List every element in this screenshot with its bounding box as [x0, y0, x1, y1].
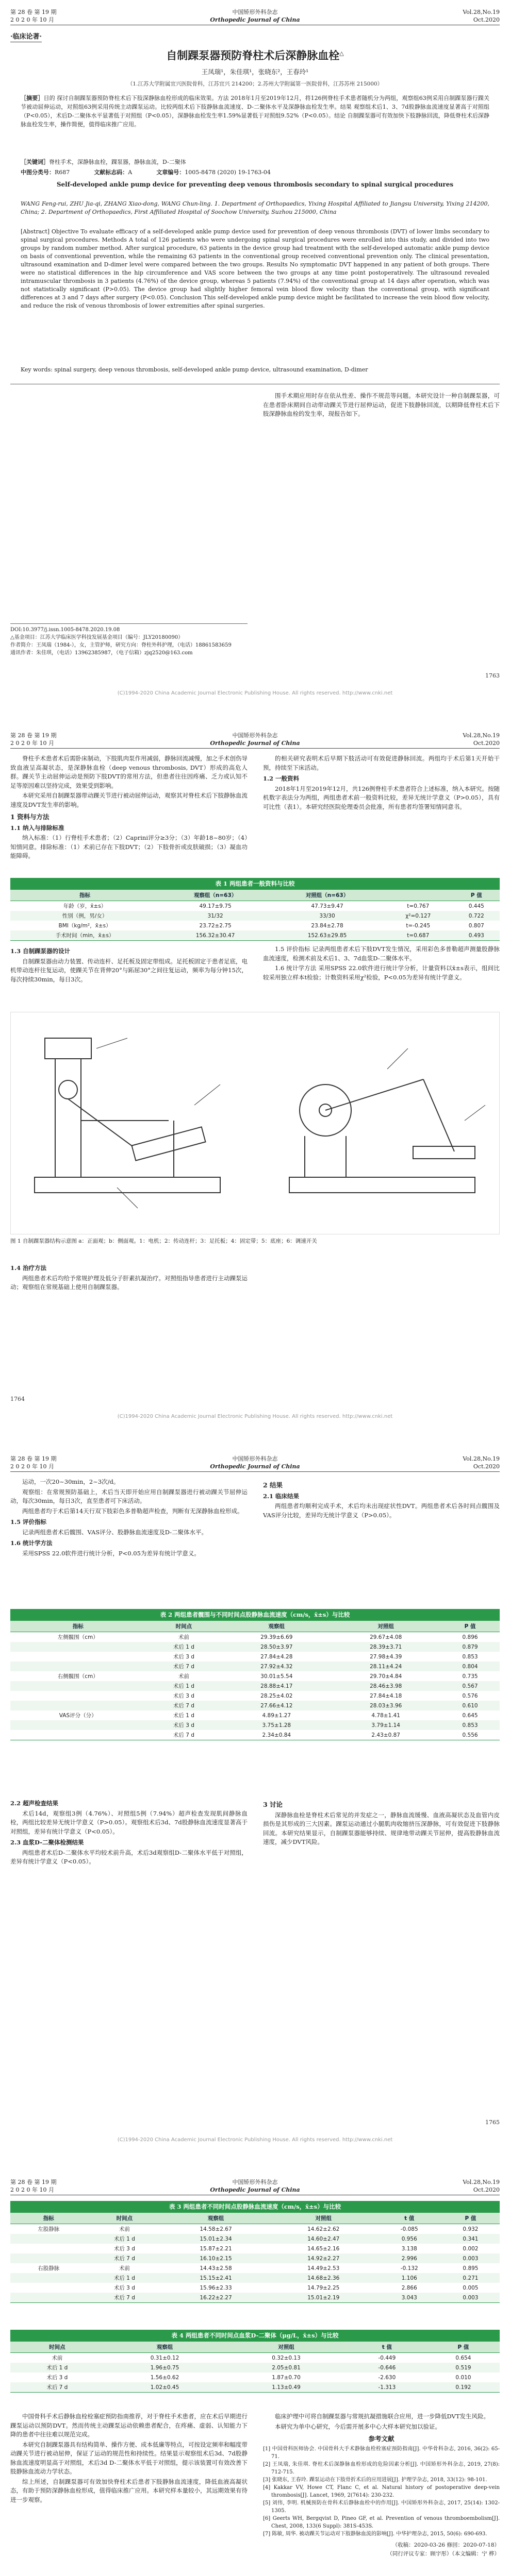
table-cell: 29.67±4.08 — [370, 1634, 402, 1640]
subsection-heading: 2.1 临床结果 — [263, 1492, 300, 1500]
page4-left-column: 中国骨科手术后静脉血栓栓塞症预防指南推荐，对于脊柱手术患者，应在术后早期进行踝泵运动以预防DVT。然而传统主动踝泵运动依赖患者配合，在疼痛、虚弱、认知能力下降的患者中往往难以规范完成。 本研究自制踝泵器具有结构简单、操作方便、成本低廉等特点，可按设定频率和幅度带动踝关节进行被动屈伸，保证了运动的规范性和持续性。结果显示观察组术后3d、7d股静脉血流速度明显高于对照组，术后3d D-二聚体水平低于对照组，提示该装置可有效改善下肢静脉血流动力学状态。 综上所述，自制踝泵器可有效加快脊柱术后患者下肢静脉血流速度，降低血液高凝状态，有助于预防深静脉血栓形成，值得临床推广应用。本研究样本量较小，其远期效果有待进一步观察。 — [10, 2413, 248, 2503]
subsection-heading: 1.5 评价指标 — [10, 1518, 47, 1526]
table-cell: 2.996 — [377, 2253, 441, 2263]
table-cell: 术后 1 d — [10, 2363, 104, 2372]
table-cell — [10, 2234, 87, 2244]
table-cell — [10, 2273, 87, 2283]
table-cell: 14.65±2.16 — [307, 2245, 340, 2252]
table-cell: -0.646 — [347, 2363, 427, 2372]
table-cell: 14.68±2.36 — [270, 2273, 377, 2283]
table-cell: 29.39±6.69 — [260, 1634, 293, 1640]
table-cell: 15.01±2.19 — [270, 2293, 377, 2303]
page2-left-column: 脊柱手术患者术后需卧床制动，下肢肌肉泵作用减弱，静脉回流减慢，加之手术创伤导致血液呈高凝状态，是深静脉血栓（deep venous thrombosis, DVT）形成的高危人群。踝关节主动屈伸运动是预防下肢DVT的常用方法，但患者往往因疼痛、乏力或认知不足等原因难以坚持完成，效果受到影响。 本研究采用自制踝泵器带动踝关节进行被动屈伸运动，观察其对脊柱术后下肢静脉血流速度及DVT发生率的影响。 1 资料与方法 1.1 纳入与排除标准 纳入标准：（1）行脊柱手术患者；（2）Caprini评分≥3分；（3）年龄18~80岁；（4）知情同意。排除标准：（1）术前已存在下肢DVT；（2）下肢骨折或皮肤破损；（3）凝血功能障碍。 — [10, 755, 248, 859]
en-keywords: Key words: spinal surgery, deep venous thrombosis, self-developed ankle pump device, ultrasound examination, D-dimer — [21, 366, 368, 373]
table-row — [10, 2234, 500, 2244]
table-cell: 14.60±2.47 — [270, 2234, 377, 2244]
table-1-title: 表 1 两组患者一般资料与比较 — [10, 878, 500, 889]
section-tag: ·临床论著· — [10, 31, 42, 42]
table-cell: 3.138 — [401, 2245, 417, 2252]
table-cell: 0.192 — [427, 2382, 500, 2393]
table-row — [10, 1642, 500, 1652]
table-4 — [10, 2330, 500, 2393]
table-row — [10, 1691, 500, 1701]
table-cell: 术后 1 d — [145, 1642, 222, 1652]
section-heading: 3 讨论 — [263, 1801, 283, 1808]
page-number: 1765 — [485, 2119, 500, 2126]
table-cell — [10, 2293, 87, 2303]
table-cell: 术后 7 d — [145, 1701, 222, 1710]
table-cell: 28.03±3.96 — [331, 1701, 440, 1710]
table-cell: 16.22±2.27 — [162, 2293, 270, 2303]
table-cell: 术后 3 d — [173, 1693, 194, 1699]
page-4 — [0, 2170, 510, 2576]
table-cell: 0.853 — [440, 1720, 500, 1730]
header-left: 第 28 卷 第 19 期 2 0 2 0 年 10 月 — [10, 9, 57, 23]
table-cell: 2.05±0.81 — [225, 2363, 347, 2372]
footnote: DOI:10.3977/j.issn.1005-8478.2020.19.08 △基金项目：江苏大学临床医学科技发展基金项目（编号：JLY20180090） 作者简介：王凤瑞（1984-），女，主管护师，研究方向：脊柱外科护理，（电话）18861583659 通讯作者：朱佳琪，（电话）13962385987，（电子信箱）zjq2520@163.com — [10, 623, 248, 657]
table-cell: -0.132 — [400, 2265, 418, 2272]
table-cell: 0.896 — [462, 1634, 478, 1640]
running-header: 第 28 卷 第 19 期 2 0 2 0 年 10 月 中国矫形外科杂志 Orthopedic Journal of China Vol.28,No.19 Oct.2020 — [10, 2177, 500, 2195]
table-cell: 右股静脉 — [38, 2265, 60, 2272]
table-row: 手术时间（min，x̄±s） 156.32±30.47 152.63±29.85 t=0.687 0.493 — [10, 930, 500, 941]
table-cell: 3.043 — [377, 2293, 441, 2303]
subsection-heading: 1.6 统计学方法 — [10, 1539, 53, 1547]
table-cell: 0.932 — [463, 2226, 479, 2232]
page-2 — [0, 723, 510, 1434]
page2-right-column: 的相关研究表明术后早期下肢活动可有效促进静脉回流。两组均于术后第1天开始干预，持续至下床活动。 1.2 一般资料 2018年1月至2019年12月，共126例脊柱手术患者符合上述标准，纳入本研究。按随机数字表法分为两组，两组患者术前一般资料比较，差异无统计学意义（P>0.05），具有可比性（表1）。本研究经医院伦理委员会批准，所有患者均签署知情同意书。 — [263, 755, 500, 810]
table-row — [10, 2244, 500, 2253]
page-gap — [0, 2158, 510, 2170]
table-row — [10, 2363, 500, 2372]
table-cell: 0.895 — [463, 2265, 479, 2272]
table-cell: 术后 7 d — [145, 1730, 222, 1740]
table-cell: 0.003 — [441, 2253, 500, 2263]
table-cell: 15.96±2.33 — [200, 2284, 232, 2291]
subsection-heading: 1.2 一般资料 — [263, 775, 300, 782]
classification-line: 中图分类号：R687 文献标志码：A 文章编号：1005-8478 (2020) 19-1763-04 — [21, 169, 271, 176]
table-cell: 0.645 — [462, 1712, 478, 1719]
table-cell: 1.02±0.45 — [104, 2382, 226, 2393]
table-row: 性别（例，男/女） 31/32 33/30 χ²=0.127 0.722 — [10, 911, 500, 921]
table-cell: 术前 — [178, 1634, 189, 1640]
en-abstract: [Abstract] Objective To evaluate efficacy of a self-developed ankle pump device used for prevention of deep venous thrombosis (DVT) of lower limbs secondary to spinal surgical procedures. Methods A total of 126 patients who were undergoing spinal surgical procedures were enrolled into this study, and divided into two groups by random number method. After surgical procedure, 63 patients in the device group had treatment with the self-developed automatic ankle pump device on basis of conventional prevention, while the remaining 63 patients in the conventional group received conventional prevention only. The clinical presentation, ultrasound examination and D-dimer level were compared between the two groups. Results No symptomatic DVT happened in any patient of both groups. There were no statistical differences in the hip circumference and VAS score between the two groups at any time point postoperatively. The ultrasound revealed intramuscular thrombosis in 3 patients (4.76%) of the device group, whereas 5 patients (7.94%) of the conventional group at 14 days after operation, which was not statistically significant (P>0.05). The device group had slightly higher femoral vein blood flow velocity than the conventional group, with significant differences at 3 and 7 days after surgery (P<0.05). Conclusion This self-developed ankle pump device might be facilitated to increase the vein blood flow velocity, and reduce the risk of venous thrombosis of lower extremities after spinal surgeries. — [21, 228, 489, 309]
table-cell: 2.866 — [401, 2284, 417, 2291]
device-schematic-b — [258, 1018, 496, 1224]
table-cell: 29.70±4.84 — [370, 1673, 402, 1680]
running-header — [10, 7, 500, 25]
reference-item: [6] Geerts WH, Bergqvist D, Pineo GF, et al. Prevention of venous thromboembolism[J]. Chest, 2008, 133(6 Suppl): 381S-453S. — [263, 2515, 500, 2529]
table-cell — [10, 1730, 145, 1740]
reference-item: [4] Kakkar VV, Howe CT, Flanc C, et al. Natural history of postoperative deep-vein thrombosis[J]. Lancet, 1969, 2(7614): 230-232. — [263, 2484, 500, 2498]
reference-item: [2] 王凤瑞, 朱佳琪. 脊柱术后深静脉血栓形成的危险因素分析[J]. 中国矫形外科杂志, 2019, 27(8): 712-715. — [263, 2461, 500, 2475]
table-cell: 0.879 — [440, 1642, 500, 1652]
page-gap — [0, 1434, 510, 1447]
table-cell — [10, 1681, 145, 1691]
subsection-heading: 1.3 自制踝泵器的设计 — [10, 947, 71, 955]
en-title: Self-developed ankle pump device for preventing deep venous thrombosis secondary to spinal surgical procedures — [56, 181, 454, 188]
table-cell — [10, 1642, 145, 1652]
table-1-grid: 指标 观察组（n=63） 对照组（n=63） P 值 年龄（岁，x̄±s） 49.17±9.75 47.73±9.47 t=0.767 0.445 性别（例，男/女） 31/32 33/30 χ²=0.127 0.722 BMI（kg/m²，x̄±s） 23.72±2.75 23.84±2.78 t=-0.245 0.807 手术时间（min，x̄±s） 156.32±30.47 152.63±29.85 t=0.687 0.493 — [10, 889, 500, 941]
copyright-line: (C)1994-2020 China Academic Journal Electronic Publishing House. All rights reserved. http://www.cnki.net — [117, 1414, 393, 1419]
table-cell: 0.341 — [441, 2234, 500, 2244]
table-cell: 术后 3 d — [173, 1654, 194, 1660]
table-cell: 0.804 — [440, 1662, 500, 1671]
table-2 — [10, 1609, 500, 1740]
table-row — [10, 2283, 500, 2293]
en-authors: WANG Feng-rui, ZHU Jia-qi, ZHANG Xiao-dong, WANG Chun-ling. 1. Department of Orthopaedics, Yixing Hospital Affiliated to Jiangsu University, Yixing 214200, China; 2. Department of Orthopaedics, First Affiliated Hospital of Soochow University, Suzhou 215000, China — [21, 200, 489, 215]
table-cell: 术后 1 d — [87, 2234, 162, 2244]
table-cell: 术后 7 d — [10, 2382, 104, 2393]
header-center: 中国矫形外科杂志 Orthopedic Journal of China — [210, 9, 300, 23]
table-cell: 4.89±1.27 — [262, 1712, 291, 1719]
table-row: 年龄（岁，x̄±s） 49.17±9.75 47.73±9.47 t=0.767 0.445 — [63, 903, 484, 909]
table-cell: 14.62±2.62 — [307, 2226, 340, 2232]
figure-1 — [10, 1012, 500, 1234]
table-cell: 4.78±1.41 — [371, 1712, 400, 1719]
table-row — [10, 2263, 500, 2273]
table-row: BMI（kg/m²，x̄±s） 23.72±2.75 23.84±2.78 t=-0.245 0.807 — [58, 922, 484, 929]
table-row — [10, 2293, 500, 2303]
table-cell: 27.66±4.12 — [222, 1701, 331, 1710]
header-right: Vol.28,No.19 Oct.2020 — [463, 9, 500, 23]
section-heading: 2 结果 — [263, 1481, 283, 1489]
table-cell: 0.956 — [377, 2234, 441, 2244]
page-number: 1763 — [485, 672, 500, 679]
table-cell: -2.630 — [378, 2374, 396, 2381]
table-cell: 0.853 — [462, 1653, 478, 1660]
references-heading: 参考文献 — [368, 2435, 394, 2443]
table-row — [10, 2224, 500, 2234]
table-3-grid: 指标 时间点 观察组 对照组 t 值 P 值 左股静脉 术前 14.58±2.67 14.62±2.62 -0.085 0.932 术后 1 d 15.01±2.34 14.60±2.47 0.956 0.341 术后 3 d 15.87±2.21 14.65±2.16 3.138 0.002 术后 7 d 16.10±2.15 14.92±2.27 2.996 0.003 右股静脉 术前 14.43±2.58 14.49±2.53 -0.132 0.895 术后 1 d 15.15±2.41 14.68±2.36 1.106 0.271 术后 3 d 15.96±2.33 14.79±2.25 2.866 0.005 术后 7 d 16.22±2.27 15.01±2.19 3.043 0.003 — [10, 2212, 500, 2303]
table-row — [10, 1730, 500, 1740]
page2-bottom-left: 1.4 治疗方法 两组患者术后均给予常规护理及低分子肝素抗凝治疗。对照组指导患者进行主动踝泵运动；观察组在常规基础上使用自制踝泵器。 — [10, 1264, 248, 1291]
table-cell: 0.735 — [462, 1673, 478, 1680]
copyright-line: (C)1994-2020 China Academic Journal Electronic Publishing House. All rights reserved. http://www.cnki.net — [117, 690, 393, 696]
table-cell: 2.34±0.84 — [222, 1730, 331, 1740]
subsection-heading: 2.2 超声检查结果 — [10, 1800, 59, 1807]
running-header: 第 28 卷 第 19 期 2 0 2 0 年 10 月 中国矫形外科杂志 Orthopedic Journal of China Vol.28,No.19 Oct.2020 — [10, 1454, 500, 1472]
table-cell: 3.75±1.28 — [222, 1720, 331, 1730]
table-cell: 15.87±2.21 — [200, 2245, 232, 2252]
table-cell — [10, 1701, 145, 1710]
table-2-title: 表 2 两组患者髋围与不同时间点股静脉血流速度（cm/s，x̄±s）与比较 — [10, 1609, 500, 1620]
running-header: 第 28 卷 第 19 期 2 0 2 0 年 10 月 中国矫形外科杂志 Orthopedic Journal of China Vol.28,No.19 Oct.2020 — [10, 731, 500, 749]
device-schematic-a — [14, 1018, 251, 1224]
page2-mid-left: 1.3 自制踝泵器的设计 自制踝泵器由动力装置、传动连杆、足托板及固定带组成。足托板固定于患者足底，电机带动连杆往复运动，使踝关节在背伸20°与跖屈30°之间往复运动，频率为每分钟15次，每次持续30min，每日3次。 — [10, 947, 248, 983]
table-cell: 术后 7 d — [145, 1662, 222, 1671]
table-row — [10, 1720, 500, 1730]
table-cell: 14.58±2.67 — [200, 2226, 232, 2232]
table-cell: 1.106 — [377, 2273, 441, 2283]
table-cell — [10, 1652, 145, 1662]
table-cell: 27.98±4.39 — [370, 1653, 402, 1660]
table-cell: 1.87±0.70 — [272, 2374, 301, 2381]
reference-item: [7] 陈敏, 周华. 被动踝关节运动对下肢静脉血流的影响[J]. 中华护理杂志, 2015, 50(6): 690-693. — [263, 2531, 487, 2537]
table-row — [10, 1681, 500, 1691]
table-cell: 术后 3 d — [46, 2375, 68, 2381]
table-cell — [10, 1662, 145, 1671]
table-cell: 14.79±2.25 — [307, 2284, 340, 2291]
table-3 — [10, 2201, 500, 2303]
page1-right-column: 围手术期应用时存在依从性差、操作不规范等问题。本研究设计一种自制踝泵器，可在患者卧床期间自动带动踝关节进行屈伸运动，促进下肢静脉回流，以期降低脊柱术后下肢深静脉血栓的发生率，现报告如下。 — [263, 392, 500, 417]
page-1 — [0, 0, 510, 711]
table-cell: 2.43±0.87 — [331, 1730, 440, 1740]
table-row — [10, 2353, 500, 2363]
table-cell: 右侧髋围（cm） — [57, 1673, 98, 1680]
subsection-heading: 1.4 治疗方法 — [10, 1264, 47, 1272]
page3-right-top: 2 结果 2.1 临床结果 两组患者均顺利完成手术，术后均未出现症状性DVT。两组患者术后各时间点髋围及VAS评分比较，差异均无统计学意义（P>0.05）。 — [263, 1481, 500, 1519]
table-cell — [10, 2253, 87, 2263]
table-row — [10, 2273, 500, 2283]
table-row — [10, 1710, 500, 1720]
keywords-cn: ［关键词］脊柱手术，深静脉血栓，踝泵器，静脉血流，D-二聚体 — [21, 159, 186, 165]
table-cell: 术后 1 d — [145, 1681, 222, 1691]
table-cell: 0.519 — [427, 2363, 500, 2372]
table-cell: 术前 — [52, 2355, 63, 2361]
table-cell: 28.25±4.02 — [260, 1692, 293, 1699]
table-cell: 27.92±4.32 — [222, 1662, 331, 1671]
table-row — [10, 1632, 500, 1642]
table-cell: 术前 — [178, 1673, 189, 1680]
table-cell: 0.003 — [441, 2293, 500, 2303]
page-number: 1764 — [10, 1396, 25, 1402]
table-cell: 术后 7 d — [87, 2253, 162, 2263]
table-row — [10, 1652, 500, 1662]
table-cell: 28.88±4.17 — [222, 1681, 331, 1691]
table-cell: 0.654 — [455, 2354, 471, 2361]
table-row — [10, 2372, 500, 2382]
table-4-title: 表 4 两组患者不同时间点血浆D-二聚体（μg/L，x̄±s）与比较 — [10, 2330, 500, 2341]
table-cell: 术后 7 d — [87, 2293, 162, 2303]
table-cell: 15.01±2.34 — [162, 2234, 270, 2244]
reference-item: [3] 张晓东, 王春玲. 踝泵运动在下肢骨折术后的应用进展[J]. 护理学杂志, 2018, 33(12): 98-101. — [263, 2477, 487, 2483]
page-gap — [0, 711, 510, 723]
table-cell: 左股静脉 — [38, 2226, 60, 2232]
table-cell: 28.50±3.97 — [222, 1642, 331, 1652]
table-cell — [10, 2244, 87, 2253]
table-cell: 0.576 — [462, 1692, 478, 1699]
table-cell — [10, 1691, 145, 1701]
table-cell: 15.15±2.41 — [162, 2273, 270, 2283]
page-3 — [0, 1447, 510, 2158]
affiliation: （1.江苏大学附属宜兴医院骨科，江苏宜兴 214200；2.苏州大学附属第一医院骨科，江苏苏州 215000） — [127, 81, 383, 87]
table-cell: 术前 — [119, 2226, 130, 2232]
table-cell: 27.84±4.18 — [370, 1692, 402, 1699]
table-cell: -0.449 — [378, 2354, 396, 2361]
table-cell: 术后 3 d — [145, 1720, 222, 1730]
abstract-cn: ［摘要］目的 探讨自制踝泵器预防脊柱术后下肢深静脉血栓形成的临床效果。方法 2018年1月至2019年12月，将126例脊柱手术患者随机分为两组，观察组63例采用自制踝泵器行踝关节被动屈伸运动，对照组63例采用传统主动踝泵运动。比较两组术后下肢静脉血流速度、D-二聚体水平及深静脉血栓发生率。结果 观察组术后1、3、7d股静脉血流速度显著高于对照组（P<0.05），术后D-二聚体水平显著低于对照组（P<0.05），深静脉血栓发生率1.59%显著低于对照组9.52%（P<0.05）。结论 自制踝泵器可有效加快下肢静脉回流，降低脊柱术后深静脉血栓发生率，操作简便，值得临床推广应用。 — [21, 95, 490, 128]
received-line: （收稿：2020-03-26 修回：2020-07-18） — [392, 2541, 500, 2548]
page3-left-top: 运动，一次20~30min，2~3次/d。 观察组：在常规预防基础上，术后当天即开始应用自制踝泵器进行被动踝关节屈伸运动，每次30min，每日3次，直至患者可下床活动。 两组患者均于术后第14天行双下肢彩色多普勒超声检查，判断有无深静脉血栓形成。 1.5 评价指标 记录两组患者术后髋围、VAS评分、股静脉血流速度及D-二聚体水平。 1.6 统计学方法 采用SPSS 22.0软件进行统计分析，P<0.05为差异有统计学意义。 — [10, 1478, 248, 1557]
table-cell: 14.92±2.27 — [270, 2253, 377, 2263]
table-cell: 术后 1 d — [87, 2273, 162, 2283]
table-cell: 14.43±2.58 — [200, 2265, 232, 2272]
table-cell: 0.556 — [440, 1730, 500, 1740]
page4-right-column: 临床护理中可将自制踝泵器与常规抗凝措施联合应用，进一步降低DVT发生风险。 本研究为单中心研究，今后需开展多中心大样本研究加以验证。 参考文献 [1] 中国骨科医师协会. 中国骨科大手术静脉血栓栓塞症预防指南[J]. 中华骨科杂志, 2016, 36(2): 65-71. [2] 王凤瑞, 朱佳琪. 脊柱术后深静脉血栓形成的危险因素分析[J]. 中国矫形外科杂志, 2019, 27(8): 712-715. [3] 张晓东, 王春玲. 踝泵运动在下肢骨折术后的应用进展[J]. 护理学杂志, 2018, 33(12): 98-101. [4] Kakkar VV, Howe CT, Flanc C, et al. Natural history of postoperative deep-vein thrombosis[J]. Lancet, 1969, 2(7614): 230-232. [5] 刘伟, 李明. 机械预防在骨科术后静脉血栓中的作用[J]. 中国矫形外科杂志, 2017, 25(14): 1302-1305. [6] Geerts WH, Bergqvist D, Pineo GF, et al. Prevention of venous thromboembolism[J]. Chest, 2008, 133(6 Suppl): 381S-453S. [7] 陈敏, 周华. 被动踝关节运动对下肢静脉血流的影响[J]. 中华护理杂志, 2015, 50(6): 690-693. （收稿：2020-03-26 修回：2020-07-18） （同行评议专家：顾宇彤）（本文编辑：宁 桦） — [263, 2412, 500, 2559]
table-cell: 16.10±2.15 — [162, 2253, 270, 2263]
table-cell: 0.31±0.12 — [150, 2354, 179, 2361]
reference-list — [263, 2445, 500, 2538]
page3-right-bottom: 3 讨论 深静脉血栓是脊柱术后常见的并发症之一，静脉血流缓慢、血液高凝状态及血管内皮损伤是其形成的三大因素。踝泵运动通过小腿肌肉收缩挤压深静脉，可有效促进下肢静脉回流。本研究结果显示，自制踝泵器能够持续、规律地带动踝关节屈伸，提高股静脉血流速度，减少DVT风险。 — [263, 1801, 500, 1845]
table-row — [10, 1671, 500, 1681]
table-row — [10, 1701, 500, 1710]
reference-item: [1] 中国骨科医师协会. 中国骨科大手术静脉血栓栓塞症预防指南[J]. 中华骨科杂志, 2016, 36(2): 65-71. — [263, 2446, 500, 2460]
editor-line: （同行评议专家：顾宇彤）（本文编辑：宁 桦） — [387, 2551, 500, 2557]
section-heading: 1 资料与方法 — [10, 813, 50, 821]
table-cell: 28.39±3.71 — [331, 1642, 440, 1652]
table-1 — [10, 878, 500, 941]
table-cell: 27.84±4.28 — [260, 1653, 293, 1660]
table-cell: 术后 3 d — [113, 2285, 135, 2291]
reference-item: [5] 刘伟, 李明. 机械预防在骨科术后静脉血栓中的作用[J]. 中国矫形外科杂志, 2017, 25(14): 1302-1305. — [263, 2500, 500, 2514]
table-cell: 28.11±4.24 — [331, 1662, 440, 1671]
table-2-grid: 指标 时间点 观察组 对照组 P 值 左侧髋围（cm） 术前 29.39±6.69 29.67±4.08 0.896 术后 1 d 28.50±3.97 28.39±3.71 0.879 术后 3 d 27.84±4.28 27.98±4.39 0.853 术后 7 d 27.92±4.32 28.11±4.24 0.804 右侧髋围（cm） 术前 30.01±5.54 29.70±4.84 0.735 术后 1 d 28.88±4.17 28.46±3.98 0.567 术后 3 d 28.25±4.02 27.84±4.18 0.576 术后 7 d 27.66±4.12 28.03±3.96 0.610 VAS评分（分） 术后 1 d 4.89±1.27 4.78±1.41 0.645 术后 3 d 3.75±1.28 3.79±1.14 0.853 术后 7 d 2.34±0.84 2.43±0.87 0.556 — [10, 1620, 500, 1740]
table-cell: 1.56±0.62 — [150, 2374, 179, 2381]
copyright-line: (C)1994-2020 China Academic Journal Electronic Publishing House. All rights reserved. http://www.cnki.net — [117, 2137, 393, 2143]
authors: 王凤瑞¹，朱佳琪¹，张晓东²，王春玲¹ — [201, 68, 309, 76]
table-cell: 0.271 — [441, 2273, 500, 2283]
table-cell: VAS评分（分） — [59, 1713, 97, 1719]
table-cell: 3.79±1.14 — [331, 1720, 440, 1730]
table-cell: 0.010 — [455, 2374, 471, 2381]
page3-left-bottom: 2.2 超声检查结果 术后14d，观察组3例（4.76%）、对照组5例（7.94%）超声检查发现肌间静脉血栓，两组比较差异无统计学意义（P>0.05）。观察组术后3d、7d股静脉血流速度显著高于对照组，差异有统计学意义（P<0.05）。 2.3 血浆D-二聚体检测结果 两组患者术后D-二聚体水平均较术前升高，术后3d观察组D-二聚体水平低于对照组，差异有统计学意义（P<0.05）。 — [10, 1800, 248, 1865]
table-cell: 术前 — [119, 2265, 130, 2272]
table-cell: -1.313 — [347, 2382, 427, 2393]
table-cell: 0.005 — [463, 2284, 479, 2291]
table-cell: 1.96±0.75 — [104, 2363, 226, 2372]
table-cell: 左侧髋围（cm） — [57, 1634, 98, 1640]
table-cell — [10, 1720, 145, 1730]
table-row — [10, 1662, 500, 1671]
subsection-heading: 2.3 血浆D-二聚体检测结果 — [10, 1839, 84, 1846]
table-cell: 28.46±3.98 — [331, 1681, 440, 1691]
article-title: 自制踝泵器预防脊柱术后深静脉血栓△ — [166, 49, 344, 62]
table-cell: 1.13±0.49 — [225, 2382, 347, 2393]
table-4-grid: 时间点 观察组 对照组 t 值 P 值 术前 0.31±0.12 0.32±0.13 -0.449 0.654 术后 1 d 1.96±0.75 2.05±0.81 -0.646 0.519 术后 3 d 1.56±0.62 1.87±0.70 -2.630 0.010 术后 7 d 1.02±0.45 1.13±0.49 -1.313 0.192 — [10, 2341, 500, 2393]
table-cell: 0.32±0.13 — [272, 2354, 301, 2361]
table-cell: 0.567 — [440, 1681, 500, 1691]
table-cell — [10, 2283, 87, 2293]
table-cell: 0.610 — [440, 1701, 500, 1710]
table-row — [10, 2382, 500, 2393]
table-cell: 14.49±2.53 — [307, 2265, 340, 2272]
table-cell: 术后 1 d — [173, 1713, 194, 1719]
table-cell: 0.002 — [463, 2245, 479, 2252]
figure-1-caption: 图 1 自制踝泵器结构示意图 a：正面观；b：侧面观。1：电机；2：传动连杆；3：足托板；4：固定带；5：底座；6：调速开关 — [10, 1238, 317, 1244]
table-cell: 术后 3 d — [113, 2246, 135, 2252]
page2-mid-right: 1.5 评价指标 记录两组患者术后下肢DVT发生情况，采用彩色多普勒超声测量股静脉血流速度，检测术前及术后1、3、7d血浆D-二聚体水平。 1.6 统计学方法 采用SPSS 22.0软件进行统计学分析，计量资料以x̄±s表示，组间比较采用独立样本t检验；计数资料采用χ²检验，P<0.05为差异有统计学意义。 — [263, 945, 500, 981]
table-cell: 30.01±5.54 — [260, 1673, 293, 1680]
table-3-title: 表 3 两组患者不同时间点股静脉血流速度（cm/s，x̄±s）与比较 — [10, 2201, 500, 2212]
table-cell: -0.085 — [400, 2226, 418, 2232]
subsection-heading: 1.1 纳入与排除标准 — [10, 824, 64, 832]
table-row — [10, 2253, 500, 2263]
